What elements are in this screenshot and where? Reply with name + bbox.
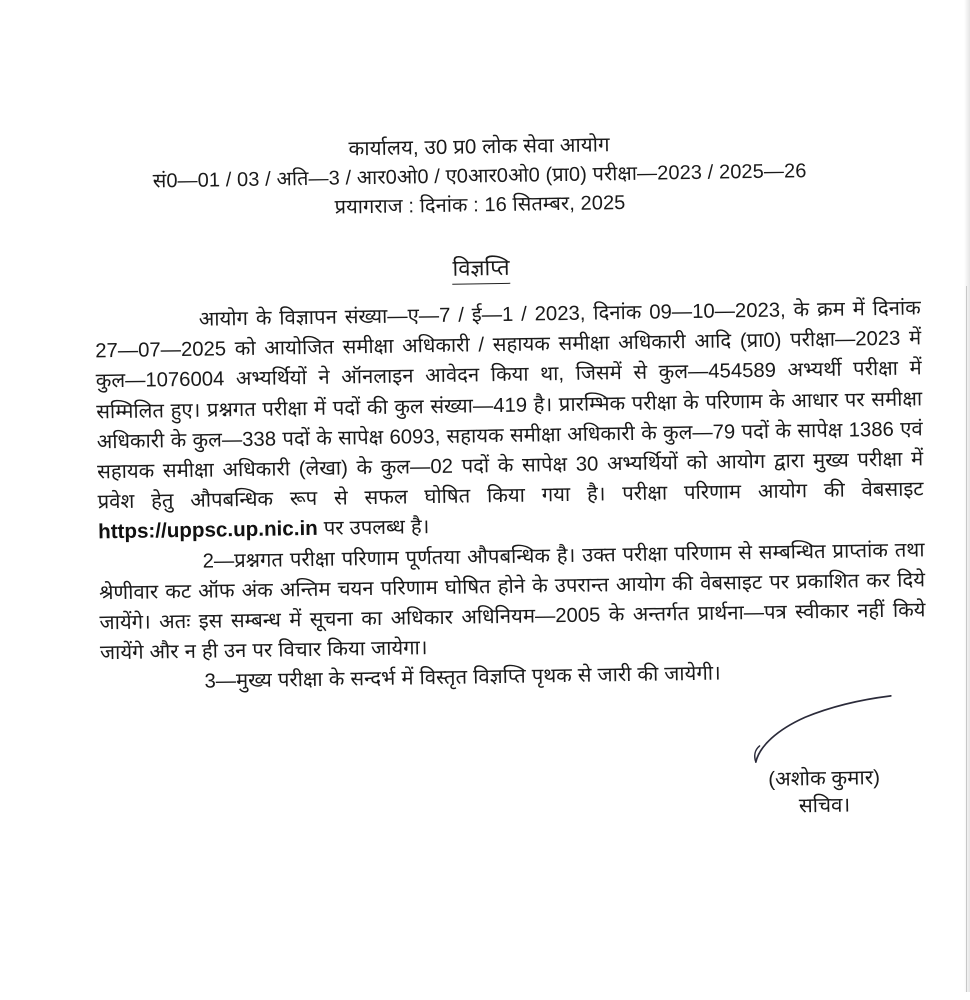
paragraph-1-text-before-url: आयोग के विज्ञापन संख्या—ए—7 / ई—1 / 2023, दिनांक 09—10—2023, के क्रम में दिनांक 27—07—2025 को आयोजित समीक्षा अधिकारी / सहायक समीक्षा अधिकारी आदि (प्रा0) परीक्षा—2023 में कुल—1076004 अभ्यर्थियों ने ऑनलाइन आवेदन किया था, जिसमें से कुल—454589 अभ्यर्थी परीक्षा में सम्मिलित हुए। प्रश्नगत परीक्षा में पदों की कुल संख्या—419 है। प्रारम्भिक परीक्षा के परिणाम के आधार पर समीक्षा अधिकारी के कुल—338 पदों के सापेक्ष 6093, सहायक समीक्षा अधिकारी के कुल—79 पदों के सापेक्ष 1386 एवं सहायक समीक्षा अधिकारी (लेखा) के कुल—02 पदों के सापेक्ष 30 अभ्यर्थियों को आयोग द्वारा मुख्य परीक्षा में प्रवेश हेतु औपबन्धिक रूप से सफल घोषित किया गया है। परीक्षा परिणाम आयोग की वेबसाइट — [95, 297, 924, 514]
letter-body — [95, 293, 927, 699]
paragraph-2-text: 2—प्रश्नगत परीक्षा परिणाम पूर्णतया औपबन्धिक है। उक्त परीक्षा परिणाम से सम्बन्धित प्राप्तांक तथा श्रेणीवार कट ऑफ अंक अन्तिम चयन परिणाम घोषित होने के उपरान्त आयोग की वेबसाइट पर प्रकाशित कर दिये जायेंगे। अतः इस सम्बन्ध में सूचना का अधिकार अधिनियम—2005 के अन्तर्गत प्रार्थना—पत्र स्वीकार नहीं किये जायेंगे और न ही उन पर विचार किया जायेगा। — [98, 538, 926, 665]
signatory-name: (अशोक कुमार) — [768, 766, 881, 791]
document-title: विज्ञप्ति — [452, 252, 510, 285]
paragraph-3-indent — [101, 688, 205, 690]
uppsc-website-link[interactable]: https://uppsc.up.nic.in — [97, 517, 318, 544]
paragraph-3-text: 3—मुख्य परीक्षा के सन्दर्भ में विस्तृत विज्ञप्ति पृथक से जारी की जायेगी। — [204, 662, 721, 694]
paragraph-1-indent — [95, 326, 199, 328]
document-title-wrapper — [0, 245, 966, 292]
handwritten-signature-icon — [733, 694, 914, 767]
paragraph-2 — [98, 535, 926, 669]
signature-block — [703, 693, 945, 821]
paragraph-2-indent — [99, 567, 203, 569]
office-name-line: कार्यालय, उ0 प्र0 लोक सेवा आयोग — [348, 133, 610, 161]
place-and-date-line: प्रयागराज : दिनांक : 16 सितम्बर, 2025 — [334, 191, 626, 219]
reference-number-line: सं0—01 / 03 / अति—3 / आर0ओ0 / ए0आर0ओ0 (प्रा0) परीक्षा—2023 / 2025—26 — [152, 159, 807, 193]
letter-header — [0, 125, 965, 228]
paragraph-1-text-after-url: पर उपलब्ध है। — [317, 516, 430, 541]
paragraph-1 — [95, 293, 925, 548]
signatory-designation: सचिव। — [798, 793, 851, 818]
